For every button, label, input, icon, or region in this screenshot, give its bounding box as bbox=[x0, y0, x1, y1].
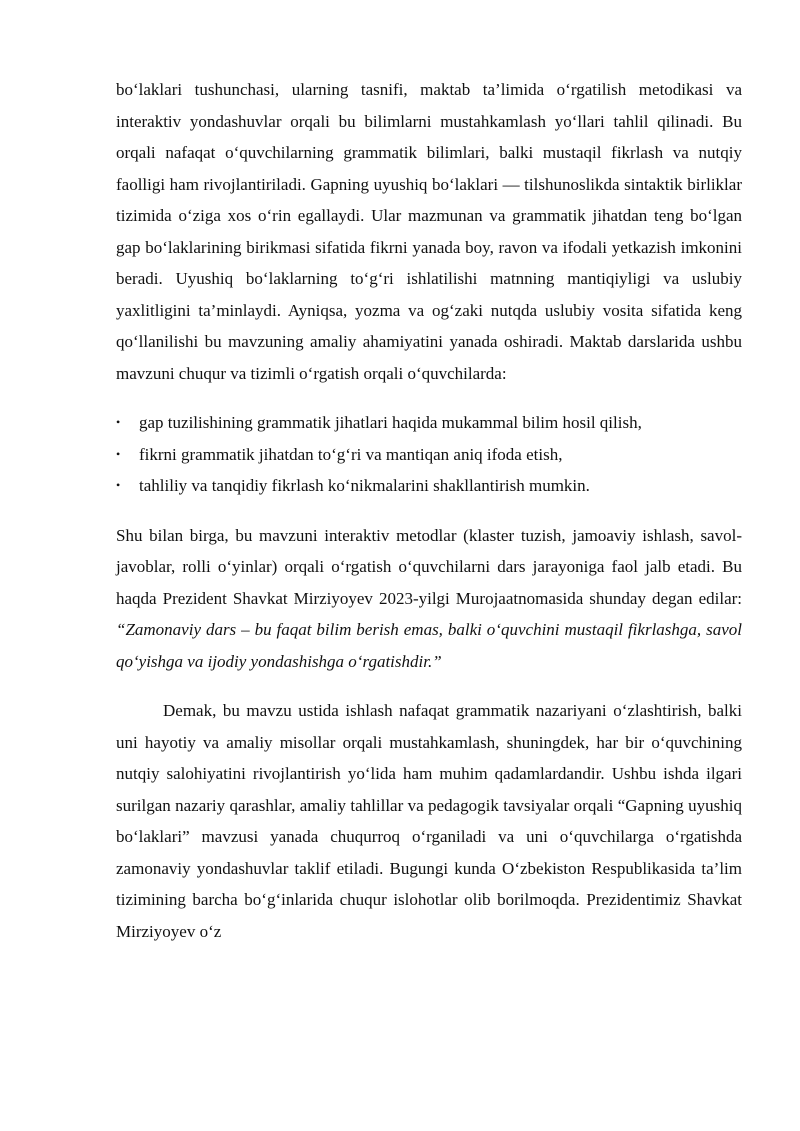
body-paragraph-3: Demak, bu mavzu ustida ishlash nafaqat grammatik nazariyani o‘zlashtirish, balki uni hayotiy va amaliy misollar orqali mustahkamlash, shuningdek, har bir o‘quvchining nutqiy salohiyatini rivojlantirish yo‘lida ham muhim qadamlardandir. Ushbu ishda ilgari surilgan nazariy qarashlar, amaliy tahlillar va pedagogik tavsiyalar orqali “Gapning uyushiq bo‘laklari” mavzusi yanada chuqurroq o‘rganiladi va uni o‘quvchilarga o‘rgatishda zamonaviy yondashuvlar taklif etiladi. Bugungi kunda O‘zbekiston Respublikasida ta’lim tizimining barcha bo‘g‘inlarida chuqur islohotlar olib borilmoqda. Prezidentimiz Shavkat Mirziyoyev o‘z bbox=[116, 701, 742, 941]
president-quote: “Zamonaviy dars – bu faqat bilim berish emas, balki o‘quvchini mustaqil fikrlashga, savol qo‘yishga va ijodiy yondashishga o‘rgatishdir.” bbox=[116, 620, 742, 671]
body-paragraph-1: bo‘laklari tushunchasi, ularning tasnifi, maktab ta’limida o‘rgatilish metodikasi va interaktiv yondashuvlar orqali bu bilimlarni mustahkamlash yo‘llari tahlil qilinadi. Bu orqali nafaqat o‘quvchilarning grammatik bilimlari, balki mustaqil fikrlash va nutqiy faolligi ham rivojlantiriladi. Gapning uyushiq bo‘laklari — tilshunoslikda sintaktik birliklar tizimida o‘ziga xos o‘rin egallaydi. Ular mazmunan va grammatik jihatdan teng bo‘lgan gap bo‘laklarining birikmasi sifatida fikrni yanada boy, ravon va ifodali yetkazish imkonini beradi. Uyushiq bo‘laklarning to‘g‘ri ishlatilishi matnning mantiqiyligi va uslubiy yaxlitligini ta’minlaydi. Ayniqsa, yozma va og‘zaki nutqda uslubiy vosita sifatida keng qo‘llanilishi bu mavzuning amaliy ahamiyatini yanada oshiradi. Maktab darslarida ushbu mavzuni chuqur va tizimli o‘rgatish orqali o‘quvchilarda: bbox=[116, 80, 742, 383]
paragraph-spacer bbox=[116, 389, 742, 407]
list-item-text: gap tuzilishining grammatik jihatlari haqida mukammal bilim hosil qilish, bbox=[139, 413, 642, 432]
list-item bbox=[116, 470, 742, 502]
document-page bbox=[116, 74, 742, 947]
paragraph-text: Shu bilan birga, bu mavzuni interaktiv metodlar (klaster tuzish, jamoaviy ishlash, savol-javoblar, rolli o‘yinlar) orqali o‘rgatish o‘quvchilarni dars jarayoniga faol jalb etadi. Bu haqda Prezident Shavkat Mirziyoyev 2023-yilgi Murojaatnomasida shunday degan edilar: bbox=[116, 525, 742, 608]
bullet-list bbox=[116, 407, 742, 502]
bullet-icon: • bbox=[116, 415, 121, 429]
list-item-text: tahliliy va tanqidiy fikrlash ko‘nikmalarini shakllantirish mumkin. bbox=[139, 476, 590, 495]
paragraph-spacer bbox=[116, 677, 742, 695]
list-item bbox=[116, 439, 742, 471]
body-paragraph-2 bbox=[116, 520, 742, 678]
list-item bbox=[116, 407, 742, 439]
list-item-text: fikrni grammatik jihatdan to‘g‘ri va mantiqan aniq ifoda etish, bbox=[139, 444, 563, 464]
paragraph-spacer bbox=[116, 502, 742, 520]
bullet-icon: • bbox=[116, 446, 121, 461]
bullet-icon: • bbox=[116, 478, 121, 492]
